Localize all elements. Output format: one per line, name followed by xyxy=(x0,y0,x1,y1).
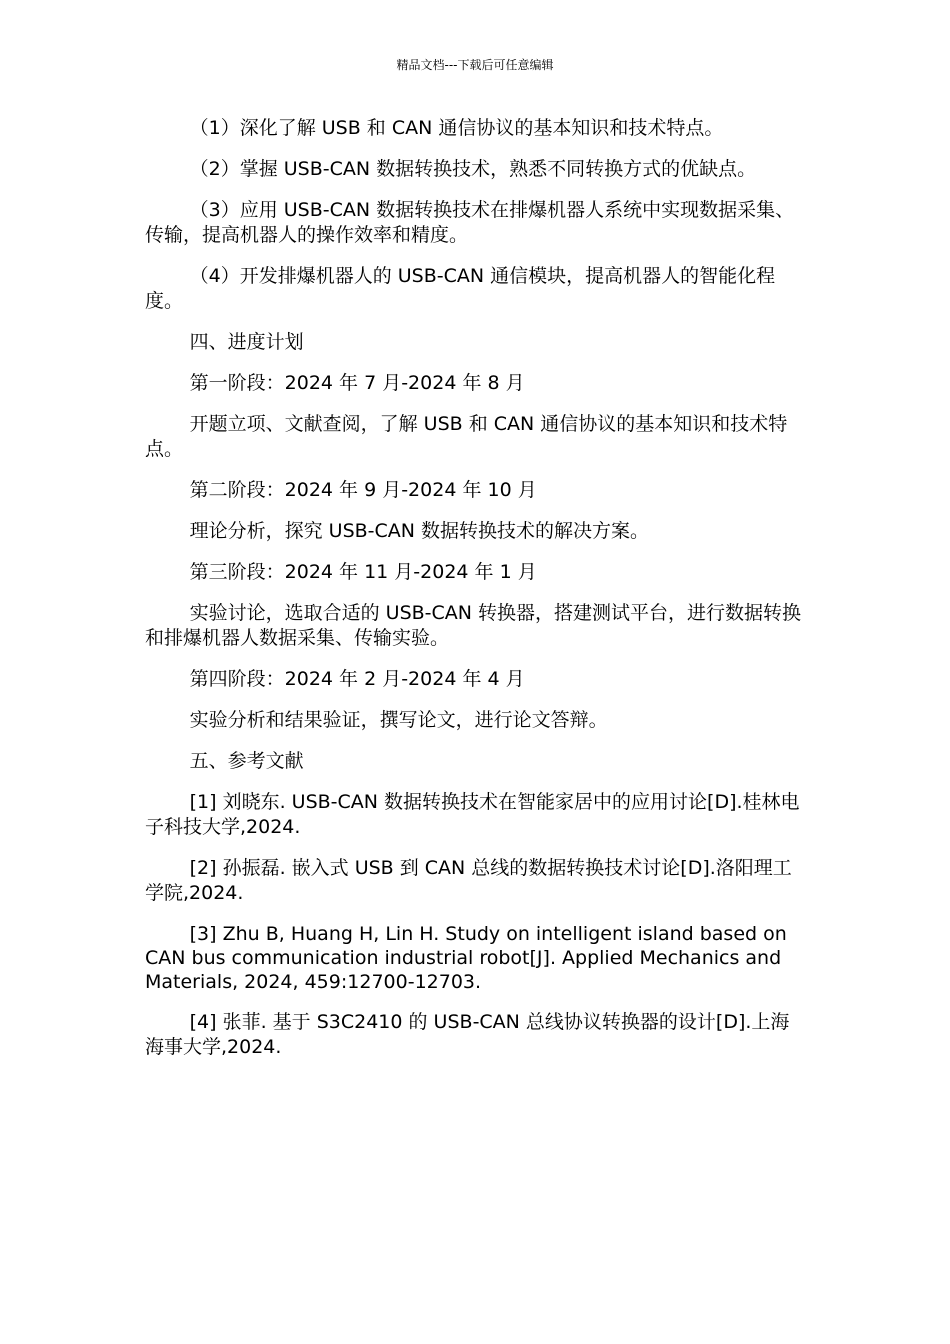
stage-4-description: 实验分析和结果验证，撰写论文，进行论文答辩。 xyxy=(189,709,608,731)
reference-1: [1] 刘晓东. USB-CAN 数据转换技术在智能家居中的应用讨论[D].桂林电子科技大学,2024. xyxy=(145,791,800,838)
stage-1-title: 第一阶段：2024 年 7 月-2024 年 8 月 xyxy=(189,372,525,394)
page-header: 精品文档---下载后可任意编辑 xyxy=(396,58,554,72)
reference-2: [2] 孙振磊. 嵌入式 USB 到 CAN 总线的数据转换技术讨论[D].洛阳理工学院,2024. xyxy=(145,857,792,904)
stage-1-description: 开题立项、文献查阅，了解 USB 和 CAN 通信协议的基本知识和技术特点。 xyxy=(145,413,788,460)
objective-item-1: （1）深化了解 USB 和 CAN 通信协议的基本知识和技术特点。 xyxy=(189,117,724,139)
section-heading-schedule: 四、进度计划 xyxy=(189,331,304,353)
objective-item-3: （3）应用 USB-CAN 数据转换技术在排爆机器人系统中实现数据采集、传输，提高机器人的操作效率和精度。 xyxy=(145,199,795,246)
reference-4: [4] 张菲. 基于 S3C2410 的 USB-CAN 总线协议转换器的设计[D].上海海事大学,2024. xyxy=(145,1011,790,1058)
stage-3-title: 第三阶段：2024 年 11 月-2024 年 1 月 xyxy=(189,561,537,583)
objective-item-4: （4）开发排爆机器人的 USB-CAN 通信模块，提高机器人的智能化程度。 xyxy=(145,265,776,312)
section-heading-references: 五、参考文献 xyxy=(189,750,304,772)
stage-3-description: 实验讨论，选取合适的 USB-CAN 转换器，搭建测试平台，进行数据转换和排爆机器人数据采集、传输实验。 xyxy=(145,602,802,649)
stage-2-title: 第二阶段：2024 年 9 月-2024 年 10 月 xyxy=(189,479,537,501)
stage-4-title: 第四阶段：2024 年 2 月-2024 年 4 月 xyxy=(189,668,525,690)
reference-3: [3] Zhu B, Huang H, Lin H. Study on intelligent island based on CAN bus communication industrial robot[J]. Applied Mechanics and Materials, 2024, 459:12700-12703. xyxy=(145,923,787,993)
document-body xyxy=(145,116,805,1076)
stage-2-description: 理论分析，探究 USB-CAN 数据转换技术的解决方案。 xyxy=(189,520,650,542)
objective-item-2: （2）掌握 USB-CAN 数据转换技术，熟悉不同转换方式的优缺点。 xyxy=(189,158,757,180)
